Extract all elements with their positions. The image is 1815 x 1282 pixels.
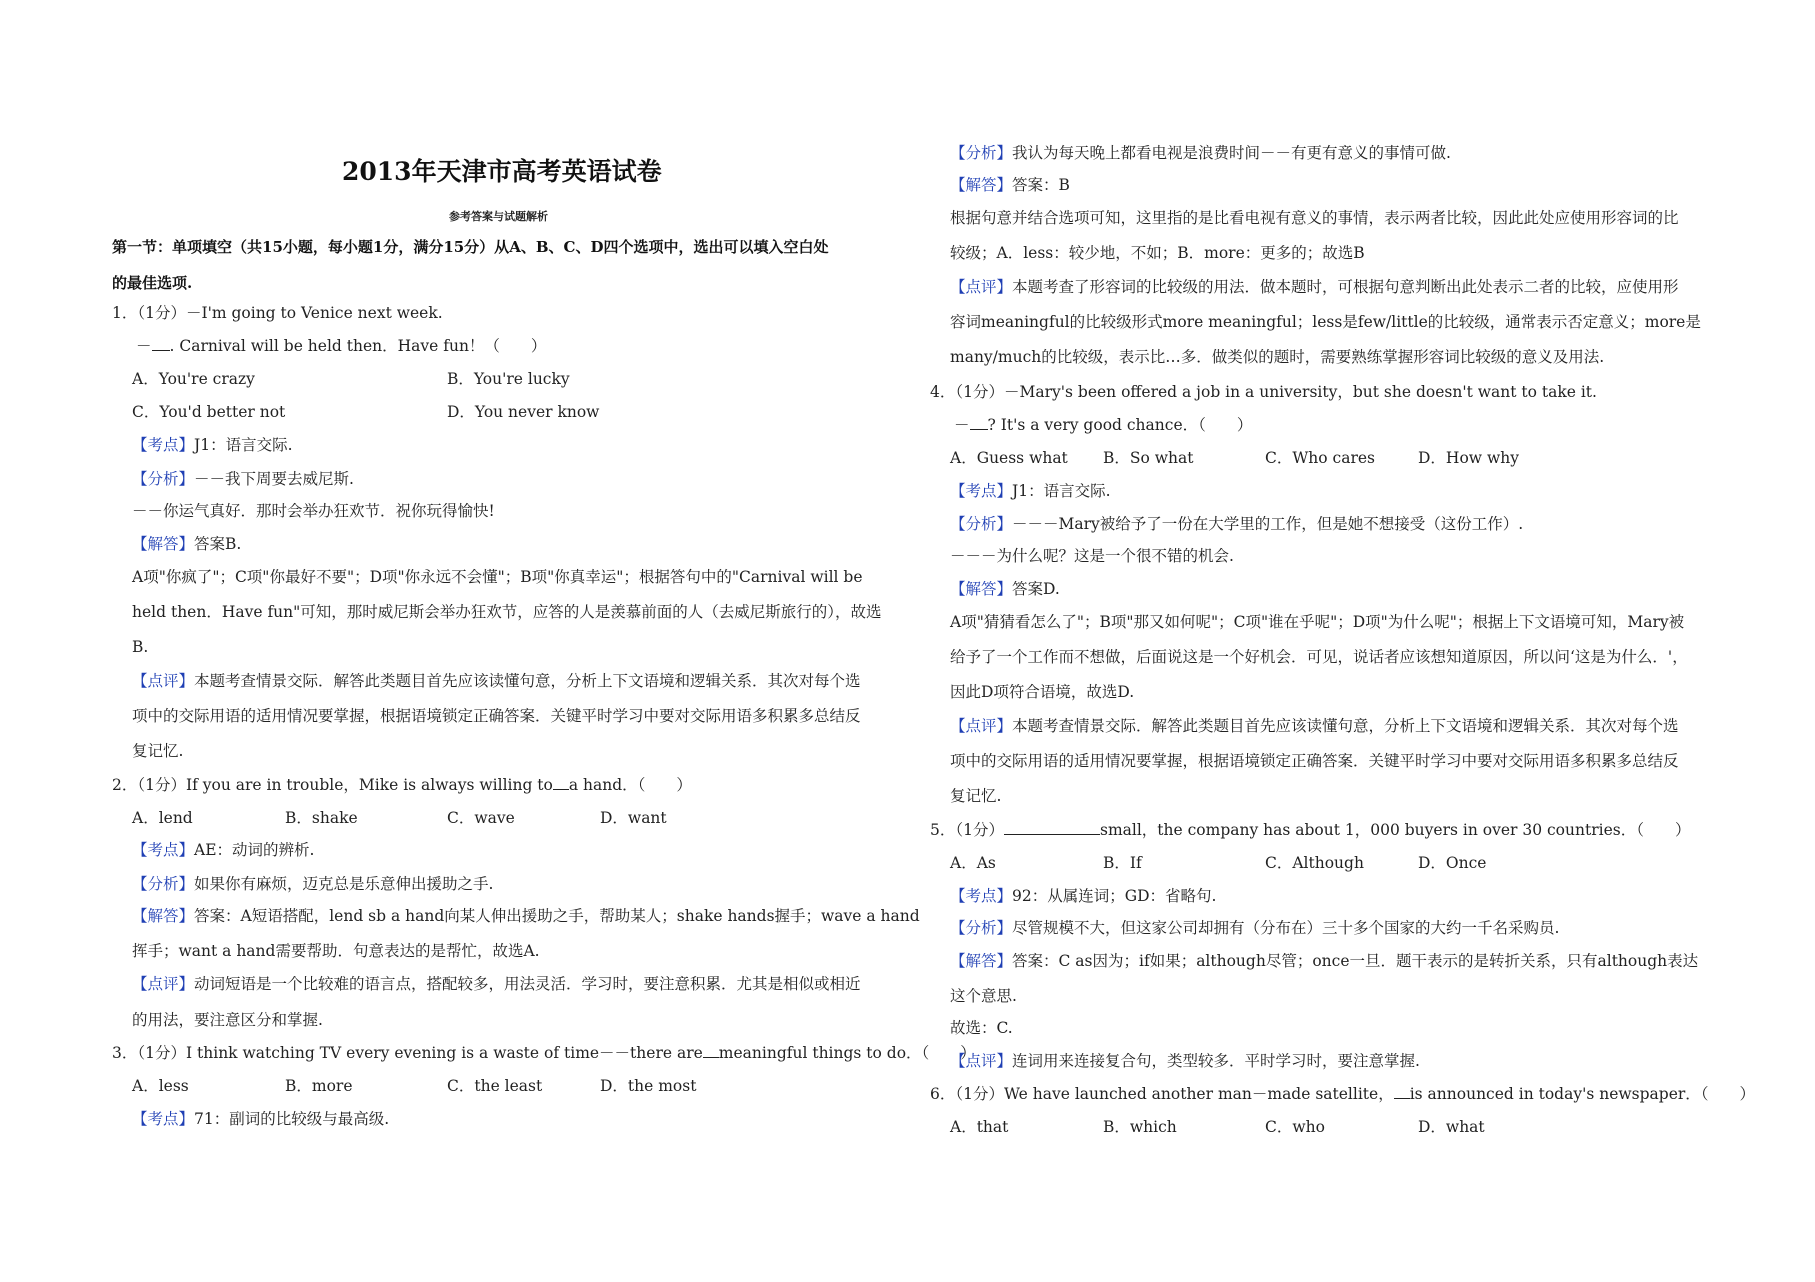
q4-option-b: B．So what [1103, 449, 1194, 467]
q1-fenxi: 【分析】－－我下周要去威尼斯. [132, 470, 354, 488]
q1-dianping-3: 复记忆. [132, 742, 184, 760]
q3-option-a: A．less [132, 1077, 189, 1095]
q1-option-c: C．You'd better not [132, 403, 286, 421]
q1-blank [152, 336, 170, 351]
q5-jieda-3: 故选：C. [950, 1019, 1013, 1037]
q4-kaodian: 【考点】J1：语言交际. [950, 482, 1111, 500]
q6-stem: 6．（1分）We have launched another man－made satellite， is announced in today's newspaper．（ ） [930, 1085, 1756, 1103]
q4-fenxi-2: －－－为什么呢？这是一个很不错的机会. [950, 547, 1234, 565]
q3-option-b: B．more [285, 1077, 353, 1095]
q2-option-d: D．want [600, 809, 667, 827]
q3-fenxi: 【分析】我认为每天晚上都看电视是浪费时间－－有更有意义的事情可做. [950, 144, 1451, 162]
q4-fenxi: 【分析】－－－Mary被给予了一份在大学里的工作，但是她不想接受（这份工作）. [950, 515, 1524, 533]
q2-dianping: 【点评】动词短语是一个比较难的语言点，搭配较多，用法灵活．学习时，要注意积累．尤其是相似或相近 [132, 975, 861, 993]
q5-kaodian: 【考点】92：从属连词；GD：省略句. [950, 887, 1217, 905]
q3-jieda-3: 较级；A．less：较少地，不如；B．more：更多的；故选B [950, 244, 1365, 262]
q4-dianping-2: 项中的交际用语的适用情况要掌握，根据语境锁定正确答案．关键平时学习中要对交际用语多积累多总结反 [950, 752, 1679, 770]
q6-option-d: D．what [1418, 1118, 1485, 1136]
q2-blank [553, 775, 569, 790]
q4-jieda-4: 因此D项符合语境，故选D. [950, 683, 1135, 701]
q2-jieda: 【解答】答案：A短语搭配，lend sb a hand向某人伸出援助之手，帮助某人；shake hands握手；wave a hand [132, 907, 920, 925]
q2-option-b: B．shake [285, 809, 358, 827]
q1-kaodian: 【考点】J1：语言交际. [132, 436, 293, 454]
q3-blank [703, 1043, 719, 1058]
q1-jieda-2: A项"你疯了"；C项"你最好不要"；D项"你永远不会懂"；B项"你真幸运"；根据答句中的"Carnival will be [132, 568, 863, 586]
q4-jieda-2: A项"猜猜看怎么了"；B项"那又如何呢"；C项"谁在乎呢"；D项"为什么呢"；根据上下文语境可知，Mary被 [950, 613, 1685, 631]
page-title: 2013年天津市高考英语试卷 [342, 157, 662, 186]
q6-option-c: C．who [1265, 1118, 1325, 1136]
q4-jieda: 【解答】答案D. [950, 580, 1060, 598]
q5-option-b: B．If [1103, 854, 1142, 872]
q4-stem: 4．（1分）－Mary's been offered a job in a university，but she doesn't want to take it. [930, 383, 1597, 401]
q1-fenxi-2: －－你运气真好．那时会举办狂欢节．祝你玩得愉快! [132, 502, 495, 520]
q1-jieda-3: held then．Have fun"可知，那时威尼斯会举办狂欢节，应答的人是羡慕前面的人（去威尼斯旅行的），故选 [132, 603, 882, 621]
q1-stem: 1．（1分）－I'm going to Venice next week. [112, 304, 443, 322]
q2-kaodian: 【考点】AE：动词的辨析. [132, 841, 315, 859]
q6-option-a: A．that [950, 1118, 1009, 1136]
q4-option-d: D．How why [1418, 449, 1519, 467]
q3-option-d: D．the most [600, 1077, 697, 1095]
q2-jieda-2: 挥手；want a hand需要帮助．句意表达的是帮忙，故选A. [132, 942, 540, 960]
q4-dianping: 【点评】本题考查情景交际．解答此类题目首先应该读懂句意，分析上下文语境和逻辑关系．其次对每个选 [950, 717, 1679, 735]
page-subtitle: 参考答案与试题解析 [449, 210, 548, 223]
q1-dianping: 【点评】本题考查情景交际．解答此类题目首先应该读懂句意，分析上下文语境和逻辑关系．其次对每个选 [132, 672, 861, 690]
q3-dianping: 【点评】本题考查了形容词的比较级的用法．做本题时，可根据句意判断出此处表示二者的比较，应使用形 [950, 278, 1679, 296]
q4-option-a: A．Guess what [950, 449, 1068, 467]
q4-blank [970, 415, 988, 430]
q3-option-c: C．the least [447, 1077, 543, 1095]
q6-option-b: B．which [1103, 1118, 1177, 1136]
q1-stem-2: － . Carnival will be held then．Have fun！（ ） [136, 337, 547, 355]
q1-dianping-2: 项中的交际用语的适用情况要掌握，根据语境锁定正确答案．关键平时学习中要对交际用语多积累多总结反 [132, 707, 861, 725]
q1-jieda-4: B. [132, 638, 149, 656]
section-heading-cont: 的最佳选项. [112, 274, 193, 292]
q3-stem: 3．（1分）I think watching TV every evening is a waste of time－－there are meaningful things to do．（ ） [112, 1044, 976, 1062]
q4-jieda-3: 给予了一个工作而不想做，后面说这是一个好机会．可见，说话者应该想知道原因，所以问‘这是为什么．'， [950, 648, 1688, 666]
section-heading: 第一节：单项填空（共15小题，每小题1分，满分15分）从A、B、C、D四个选项中，选出可以填入空白处 [112, 238, 829, 256]
q1-option-b: B．You're lucky [447, 370, 570, 388]
q4-option-c: C．Who cares [1265, 449, 1375, 467]
q5-jieda-2: 这个意思. [950, 987, 1017, 1005]
q2-option-c: C．wave [447, 809, 515, 827]
q2-option-a: A．lend [132, 809, 193, 827]
q5-option-a: A．As [950, 854, 996, 872]
q3-jieda: 【解答】答案：B [950, 176, 1070, 194]
q4-dianping-3: 复记忆. [950, 787, 1002, 805]
q4-stem-2: － ? It's a very good chance．（ ） [954, 416, 1253, 434]
q6-blank [1394, 1084, 1410, 1099]
q1-option-a: A．You're crazy [132, 370, 255, 388]
q3-dianping-3: many/much的比较级，表示比…多．做类似的题时，需要熟练掌握形容词比较级的意义及用法. [950, 348, 1605, 366]
q1-option-d: D．You never know [447, 403, 600, 421]
q5-dianping: 【点评】连词用来连接复合句，类型较多．平时学习时，要注意掌握. [950, 1052, 1420, 1070]
q5-option-d: D．Once [1418, 854, 1487, 872]
q1-jieda: 【解答】答案B. [132, 535, 242, 553]
q3-kaodian: 【考点】71：副词的比较级与最高级. [132, 1110, 390, 1128]
q5-stem: 5．（1分） small，the company has about 1，000 buyers in over 30 countries．（ ） [930, 821, 1691, 839]
q3-dianping-2: 容词meaningful的比较级形式more meaningful；less是few/little的比较级，通常表示否定意义；more是 [950, 313, 1701, 331]
q5-fenxi: 【分析】尽管规模不大，但这家公司却拥有（分布在）三十多个国家的大约一千名采购员. [950, 919, 1560, 937]
q2-dianping-2: 的用法，要注意区分和掌握. [132, 1011, 323, 1029]
q5-blank [1004, 820, 1100, 835]
q2-fenxi: 【分析】如果你有麻烦，迈克总是乐意伸出援助之手. [132, 875, 494, 893]
q2-stem: 2．（1分）If you are in trouble，Mike is always willing to a hand．（ ） [112, 776, 692, 794]
q5-option-c: C．Although [1265, 854, 1364, 872]
q5-jieda: 【解答】答案：C as因为；if如果；although尽管；once一旦．题干表示的是转折关系，只有although表达 [950, 952, 1699, 970]
q3-jieda-2: 根据句意并结合选项可知，这里指的是比看电视有意义的事情，表示两者比较，因此此处应使用形容词的比 [950, 209, 1679, 227]
